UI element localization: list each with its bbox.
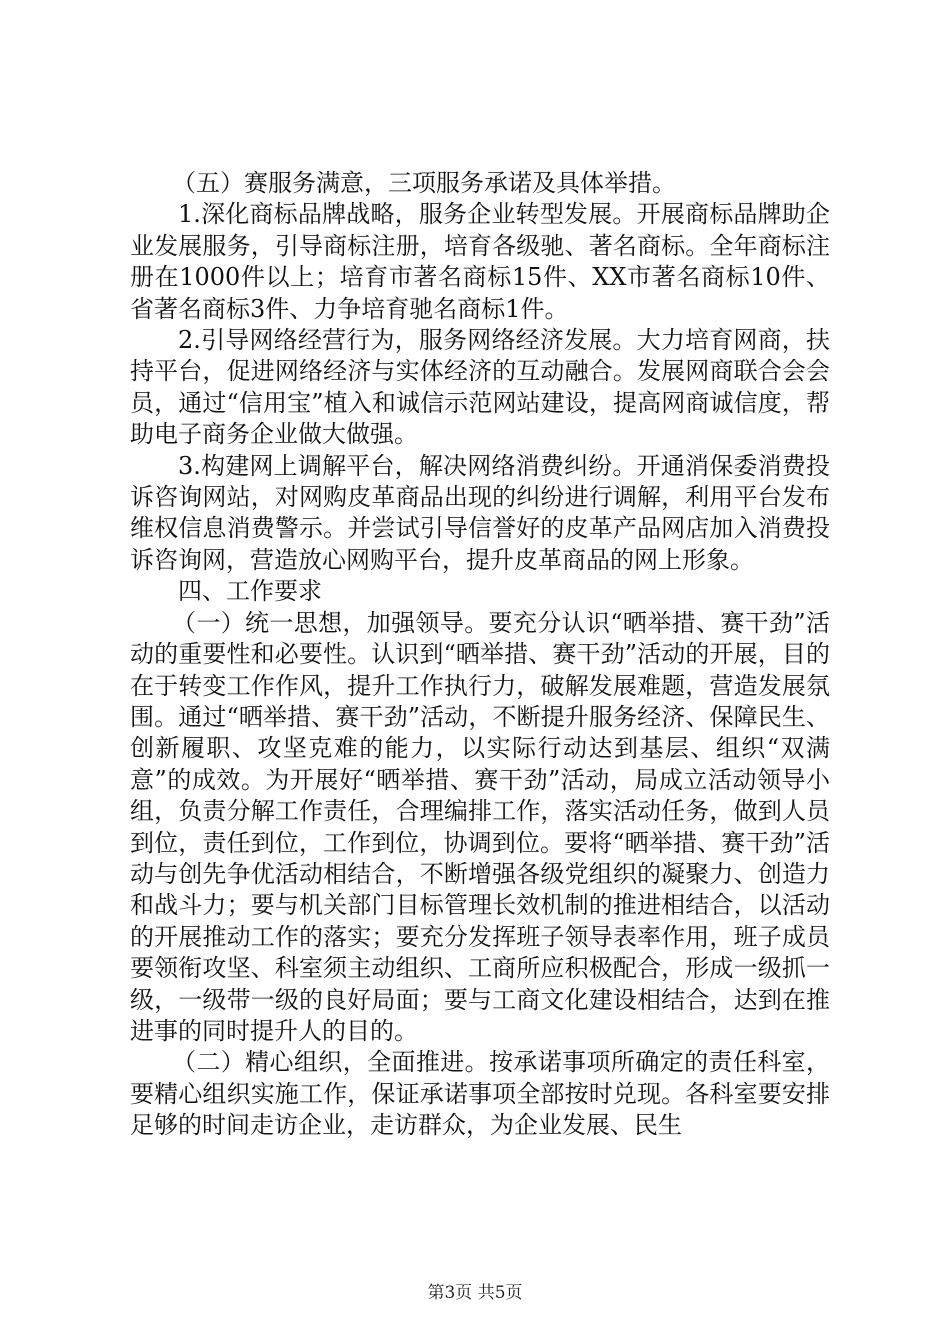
paragraph-requirement-2: （二）精心组织，全面推进。按承诺事项所确定的责任科室，要精心组织实施工作，保证承诺事项全部按时兑现。各科室要安排足够的时间走访企业，走访群众，为企业发展、民生 — [130, 1048, 830, 1140]
paragraph-item-1: 1.深化商标品牌战略，服务企业转型发展。开展商标品牌助企业发展服务，引导商标注册，培育各级驰、著名商标。全年商标注册在1000件以上；培育市著名商标15件、XX市著名商标10件、省著名商标3件、力争培育驰名商标1件。 — [130, 200, 830, 323]
paragraph-item-2: 2.引导网络经营行为，服务网络经济发展。大力培育网商，扶持平台，促进网络经济与实体经济的互动融合。发展网商联合会会员，通过“信用宝”植入和诚信示范网站建设，提高网商诚信度，帮助电子商务企业做大做强。 — [130, 326, 830, 449]
paragraph-requirement-1: （一）统一思想，加强领导。要充分认识“晒举措、赛干劲”活动的重要性和必要性。认识到“晒举措、赛干劲”活动的开展，目的在于转变工作作风，提升工作执行力，破解发展难题，营造发展氛围。通过“晒举措、赛干劲”活动，不断提升服务经济、保障民生、创新履职、攻坚克难的能力，以实际行动达到基层、组织“双满意”的成效。为开展好“晒举措、赛干劲”活动，局成立活动领导小组，负责分解工作责任，合理编排工作，落实活动任务，做到人员到位，责任到位，工作到位，协调到位。要将“晒举措、赛干劲”活动与创先争优活动相结合，不断增强各级党组织的凝聚力、创造力和战斗力；要与机关部门目标管理长效机制的推进相结合，以活动的开展推动工作的落实；要充分发挥班子领导表率作用，班子成员要领衔攻坚、科室须主动组织、工商所应积极配合，形成一级抓一级，一级带一级的良好局面；要与工商文化建设相结合，达到在推进事的同时提升人的目的。 — [130, 608, 830, 1045]
page-footer: 第3页 共5页 — [427, 1283, 523, 1303]
section-heading-work-requirements: 四、工作要求 — [178, 577, 322, 606]
paragraph-section-five-heading: （五）赛服务满意，三项服务承诺及具体举措。 — [172, 169, 676, 197]
document-body — [130, 168, 830, 1142]
paragraph-item-3: 3.构建网上调解平台，解决网络消费纠纷。开通消保委消费投诉咨询网站，对网购皮革商品出现的纠纷进行调解，利用平台发布维权信息消费警示。并尝试引导信誉好的皮革产品网店加入消费投诉咨询网，营造放心网购平台，提升皮革商品的网上形象。 — [130, 451, 830, 574]
